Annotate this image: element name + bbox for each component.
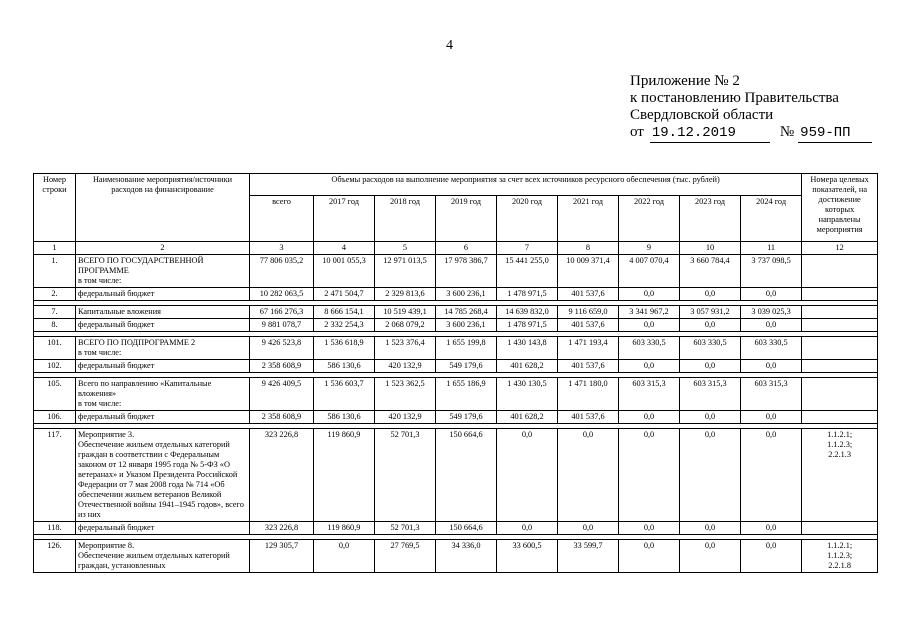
row-value: 14 785 268,4 — [436, 306, 497, 319]
appendix-title: Приложение № 2 — [630, 73, 740, 89]
row-value: 0,0 — [680, 429, 741, 522]
row-targets — [802, 522, 878, 535]
row-value: 549 179,6 — [436, 360, 497, 373]
row-value: 0,0 — [619, 288, 680, 301]
row-number: 2. — [34, 288, 76, 301]
row-value: 0,0 — [497, 522, 558, 535]
column-number: 1 — [34, 242, 76, 255]
row-value: 0,0 — [741, 540, 802, 573]
row-name: Мероприятие 3. Обеспечение жильем отдельных категорий граждан в соответствии с Федеральным законом от 12 января 1995 года № 5-ФЗ «О ветеранах» и Указом Президента Российской Федерации от 7 мая 2008 года № 714 «Об обеспечении жильем ветеранов Великой Отечественной войны 1941–1945 годов», всего из них — [76, 429, 250, 522]
row-value: 0,0 — [558, 522, 619, 535]
column-number: 2 — [76, 242, 250, 255]
appendix-line-3: Свердловской области — [630, 107, 774, 123]
document-number: 959-ПП — [798, 125, 872, 143]
row-value: 2 329 813,6 — [375, 288, 436, 301]
row-value: 3 341 967,2 — [619, 306, 680, 319]
row-value: 150 664,6 — [436, 429, 497, 522]
row-name: федеральный бюджет — [76, 319, 250, 332]
row-value: 323 226,8 — [250, 429, 314, 522]
row-value: 15 441 255,0 — [497, 255, 558, 288]
row-value: 3 660 784,4 — [680, 255, 741, 288]
row-value: 1 536 618,9 — [314, 337, 375, 360]
row-targets: 1.1.2.1; 1.1.2.3; 2.2.1.8 — [802, 540, 878, 573]
row-value: 17 978 386,7 — [436, 255, 497, 288]
table-row — [34, 429, 878, 522]
from-label: от — [630, 124, 644, 140]
row-number: 7. — [34, 306, 76, 319]
row-value: 34 336,0 — [436, 540, 497, 573]
row-value: 603 315,3 — [619, 378, 680, 411]
row-value: 3 600 236,1 — [436, 288, 497, 301]
row-value: 0,0 — [314, 540, 375, 573]
table-row — [34, 411, 878, 424]
row-value: 0,0 — [741, 522, 802, 535]
row-targets — [802, 411, 878, 424]
row-value: 0,0 — [619, 411, 680, 424]
table-row — [34, 360, 878, 373]
row-value: 401 628,2 — [497, 360, 558, 373]
row-value: 1 523 376,4 — [375, 337, 436, 360]
row-value: 401 537,6 — [558, 288, 619, 301]
row-value: 420 132,9 — [375, 411, 436, 424]
row-name: федеральный бюджет — [76, 360, 250, 373]
column-number: 6 — [436, 242, 497, 255]
row-value: 1 478 971,5 — [497, 319, 558, 332]
row-value: 603 330,5 — [619, 337, 680, 360]
year-header: 2018 год — [375, 196, 436, 242]
header-volumes: Объемы расходов на выполнение мероприятия за счет всех источников ресурсного обеспечения (тыс. рублей) — [250, 174, 802, 196]
row-value: 3 600 236,1 — [436, 319, 497, 332]
year-header: 2023 год — [680, 196, 741, 242]
column-number: 10 — [680, 242, 741, 255]
row-value: 0,0 — [680, 522, 741, 535]
row-value: 0,0 — [741, 288, 802, 301]
row-value: 603 330,5 — [741, 337, 802, 360]
row-value: 0,0 — [619, 429, 680, 522]
row-name: Всего по направлению «Капитальные вложения» в том числе: — [76, 378, 250, 411]
row-value: 10 282 063,5 — [250, 288, 314, 301]
row-targets — [802, 306, 878, 319]
header-targets: Номера целевых показателей, на достижение которых направлены мероприятия — [802, 174, 878, 242]
row-value: 323 226,8 — [250, 522, 314, 535]
row-value: 33 600,5 — [497, 540, 558, 573]
column-number: 7 — [497, 242, 558, 255]
column-number: 4 — [314, 242, 375, 255]
column-number: 9 — [619, 242, 680, 255]
row-value: 33 599,7 — [558, 540, 619, 573]
row-value: 9 426 523,8 — [250, 337, 314, 360]
column-number: 12 — [802, 242, 878, 255]
row-value: 0,0 — [619, 319, 680, 332]
row-value: 1 655 186,9 — [436, 378, 497, 411]
row-value: 9 116 659,0 — [558, 306, 619, 319]
row-value: 401 537,6 — [558, 319, 619, 332]
expenses-table — [33, 173, 878, 573]
row-value: 2 358 608,9 — [250, 360, 314, 373]
row-value: 67 166 276,3 — [250, 306, 314, 319]
row-value: 1 430 130,5 — [497, 378, 558, 411]
row-name: ВСЕГО ПО ПОДПРОГРАММЕ 2 в том числе: — [76, 337, 250, 360]
number-label: № — [779, 124, 795, 140]
year-header: 2022 год — [619, 196, 680, 242]
row-value: 10 009 371,4 — [558, 255, 619, 288]
row-value: 10 001 055,3 — [314, 255, 375, 288]
page-number: 4 — [446, 38, 453, 53]
row-value: 9 426 409,5 — [250, 378, 314, 411]
row-value: 1 536 603,7 — [314, 378, 375, 411]
row-number: 117. — [34, 429, 76, 522]
row-value: 1 430 143,8 — [497, 337, 558, 360]
row-value: 3 039 025,3 — [741, 306, 802, 319]
row-value: 119 860,9 — [314, 429, 375, 522]
date-line — [630, 124, 872, 143]
row-value: 129 305,7 — [250, 540, 314, 573]
row-value: 0,0 — [680, 540, 741, 573]
row-value: 2 358 608,9 — [250, 411, 314, 424]
row-value: 119 860,9 — [314, 522, 375, 535]
row-value: 0,0 — [619, 360, 680, 373]
row-value: 8 666 154,1 — [314, 306, 375, 319]
row-number: 118. — [34, 522, 76, 535]
appendix-line-2: к постановлению Правительства — [630, 90, 839, 106]
table-row — [34, 337, 878, 360]
row-value: 401 628,2 — [497, 411, 558, 424]
row-value: 1 471 193,4 — [558, 337, 619, 360]
row-value: 3 737 098,5 — [741, 255, 802, 288]
year-header: 2017 год — [314, 196, 375, 242]
row-value: 3 057 931,2 — [680, 306, 741, 319]
row-name: федеральный бюджет — [76, 522, 250, 535]
row-value: 77 806 035,2 — [250, 255, 314, 288]
column-number-row — [34, 242, 878, 255]
row-name: федеральный бюджет — [76, 288, 250, 301]
row-value: 2 471 504,7 — [314, 288, 375, 301]
row-value: 1 471 180,0 — [558, 378, 619, 411]
row-value: 1 655 199,8 — [436, 337, 497, 360]
row-value: 0,0 — [619, 540, 680, 573]
row-number: 105. — [34, 378, 76, 411]
row-value: 12 971 013,5 — [375, 255, 436, 288]
row-number: 101. — [34, 337, 76, 360]
row-value: 2 068 079,2 — [375, 319, 436, 332]
year-header: 2019 год — [436, 196, 497, 242]
table-row — [34, 378, 878, 411]
row-value: 401 537,6 — [558, 411, 619, 424]
row-value: 0,0 — [741, 319, 802, 332]
table-row — [34, 540, 878, 573]
row-name: ВСЕГО ПО ГОСУДАРСТВЕННОЙ ПРОГРАММЕ в том числе: — [76, 255, 250, 288]
row-value: 0,0 — [680, 319, 741, 332]
row-value: 586 130,6 — [314, 360, 375, 373]
table-row — [34, 319, 878, 332]
year-header: 2024 год — [741, 196, 802, 242]
row-value: 0,0 — [558, 429, 619, 522]
row-value: 9 881 078,7 — [250, 319, 314, 332]
row-value: 0,0 — [741, 411, 802, 424]
year-header: 2021 год — [558, 196, 619, 242]
row-number: 106. — [34, 411, 76, 424]
header-name: Наименование мероприятия/источники расходов на финансирование — [76, 174, 250, 242]
table-row — [34, 255, 878, 288]
row-value: 603 315,3 — [741, 378, 802, 411]
row-name: Мероприятие 8. Обеспечение жильем отдельных категорий граждан, установленных — [76, 540, 250, 573]
row-number: 102. — [34, 360, 76, 373]
row-value: 52 701,3 — [375, 429, 436, 522]
row-targets — [802, 337, 878, 360]
row-value: 27 769,5 — [375, 540, 436, 573]
document-date: 19.12.2019 — [650, 125, 770, 143]
table-row — [34, 522, 878, 535]
row-value: 603 330,5 — [680, 337, 741, 360]
row-value: 0,0 — [741, 429, 802, 522]
row-value: 1 478 971,5 — [497, 288, 558, 301]
row-number: 126. — [34, 540, 76, 573]
column-number: 5 — [375, 242, 436, 255]
row-targets — [802, 360, 878, 373]
row-number: 8. — [34, 319, 76, 332]
row-value: 420 132,9 — [375, 360, 436, 373]
row-targets — [802, 255, 878, 288]
year-header: 2020 год — [497, 196, 558, 242]
row-value: 401 537,6 — [558, 360, 619, 373]
row-targets — [802, 288, 878, 301]
row-value: 0,0 — [680, 411, 741, 424]
row-value: 14 639 832,0 — [497, 306, 558, 319]
row-value: 0,0 — [619, 522, 680, 535]
table-row — [34, 306, 878, 319]
column-number: 11 — [741, 242, 802, 255]
row-name: Капитальные вложения — [76, 306, 250, 319]
row-value: 10 519 439,1 — [375, 306, 436, 319]
row-value: 0,0 — [680, 360, 741, 373]
year-header: всего — [250, 196, 314, 242]
row-targets — [802, 319, 878, 332]
row-targets — [802, 378, 878, 411]
row-value: 549 179,6 — [436, 411, 497, 424]
row-value: 52 701,3 — [375, 522, 436, 535]
table-row — [34, 288, 878, 301]
header-row-number: Номер строки — [34, 174, 76, 242]
row-value: 586 130,6 — [314, 411, 375, 424]
row-value: 0,0 — [497, 429, 558, 522]
column-number: 8 — [558, 242, 619, 255]
row-value: 0,0 — [741, 360, 802, 373]
row-value: 0,0 — [680, 288, 741, 301]
appendix-header — [630, 73, 872, 143]
row-value: 4 007 070,4 — [619, 255, 680, 288]
row-value: 603 315,3 — [680, 378, 741, 411]
row-value: 1 523 362,5 — [375, 378, 436, 411]
row-value: 2 332 254,3 — [314, 319, 375, 332]
column-number: 3 — [250, 242, 314, 255]
row-targets: 1.1.2.1; 1.1.2.3; 2.2.1.3 — [802, 429, 878, 522]
row-number: 1. — [34, 255, 76, 288]
row-value: 150 664,6 — [436, 522, 497, 535]
row-name: федеральный бюджет — [76, 411, 250, 424]
